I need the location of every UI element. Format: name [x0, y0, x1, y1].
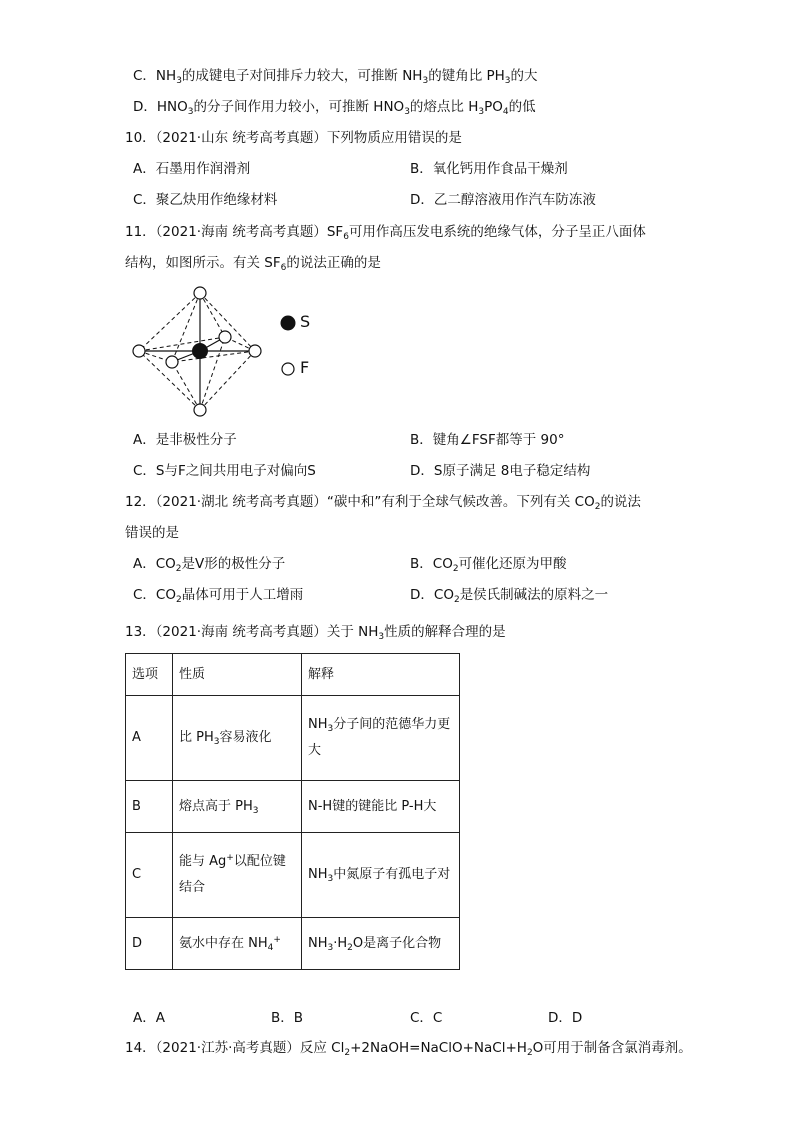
q13-answer-b: B．B: [271, 1010, 304, 1026]
q10-option-d: D．乙二醇溶液用作汽车防冻液: [410, 192, 596, 208]
row-option: C: [126, 833, 173, 918]
header-property: 性质: [173, 654, 302, 696]
f-atom: [166, 356, 178, 368]
row-explanation: $NH_3$分子间的范德华力更大: [302, 696, 460, 781]
legend-s-label: S: [300, 312, 311, 331]
q10-stem: 10．（2021·山东 统考高考真题）下列物质应用错误的是: [125, 130, 462, 146]
table-row: [126, 833, 460, 918]
q13-answer-a: A．A: [133, 1010, 165, 1026]
row-explanation: N-H键的键能比 P-H大: [302, 781, 460, 833]
legend-s-marker: [279, 314, 299, 334]
table-header-row: [126, 654, 460, 696]
q12-option-a: A．$CO_2$是V形的极性分子: [133, 556, 286, 574]
q13-answer-d: D．D: [548, 1010, 583, 1026]
q10-option-c: C．聚乙炔用作绝缘材料: [133, 192, 278, 208]
row-option: B: [126, 781, 173, 833]
q11-option-d: D．S原子满足 8电子稳定结构: [410, 463, 591, 479]
q13-table: [125, 653, 460, 970]
f-atom: [194, 287, 206, 299]
s-atom: [192, 343, 208, 359]
q12-option-d: D．$CO_2$是侯氏制碱法的原料之一: [410, 587, 609, 605]
q13-answer-c: C．C: [410, 1010, 443, 1026]
q13-stem: 13．（2021·海南 统考高考真题）关于 $NH_3$性质的解释合理的是: [125, 624, 506, 642]
header-option: 选项: [126, 654, 173, 696]
q11-option-b: B．键角∠FSF都等于 90°: [410, 432, 565, 448]
table-row: [126, 696, 460, 781]
q11-option-c: C．S与F之间共用电子对偏向S: [133, 463, 316, 479]
q12-stem-line2: 错误的是: [125, 525, 179, 541]
q9-option-c: C．$NH_3$的成键电子对间排斥力较大，可推断 $NH_3$的键角比 $PH_3$的大: [133, 68, 538, 86]
row-property: 氨水中存在 $NH_4^+$: [173, 918, 302, 970]
f-atom: [219, 331, 231, 343]
q11-option-a: A．是非极性分子: [133, 432, 237, 448]
q11-stem-line1: 11．（2021·海南 统考高考真题）$SF_6$可用作高压发电系统的绝缘气体，分子呈正八面体: [125, 224, 646, 242]
q10-option-a: A．石墨用作润滑剂: [133, 161, 251, 177]
row-property: 熔点高于 $PH_3$: [173, 781, 302, 833]
f-atom: [249, 345, 261, 357]
f-atom: [133, 345, 145, 357]
q14-stem: 14．（2021·江苏·高考真题）反应 $Cl_2+2NaOH=NaClO+NaCl+H_2O$可用于制备含氯消毒剂。: [125, 1040, 692, 1058]
q11-stem-line2: 结构，如图所示。有关 $SF_6$的说法正确的是: [125, 255, 381, 273]
table-row: [126, 918, 460, 970]
q12-option-c: C．$CO_2$晶体可用于人工增雨: [133, 587, 304, 605]
row-property: 比 $PH_3$容易液化: [173, 696, 302, 781]
table-row: [126, 781, 460, 833]
row-explanation: $NH_3$中氮原子有孤电子对: [302, 833, 460, 918]
legend-f-label: F: [300, 358, 310, 377]
header-explanation: 解释: [302, 654, 460, 696]
f-atom: [194, 404, 206, 416]
row-option: A: [126, 696, 173, 781]
q9-option-d: D．$HNO_3$的分子间作用力较小，可推断 $HNO_3$的熔点比 $H_3PO_4$的低: [133, 99, 536, 117]
row-property: 能与 Ag+以配位键结合: [173, 833, 302, 918]
q10-option-b: B．氧化钙用作食品干燥剂: [410, 161, 568, 177]
q12-stem-line1: 12．（2021·湖北 统考高考真题）“碳中和”有利于全球气候改善。下列有关 $CO_2$的说法: [125, 494, 641, 512]
row-explanation: $NH_3\cdot H_2O$是离子化合物: [302, 918, 460, 970]
row-option: D: [126, 918, 173, 970]
q12-option-b: B．$CO_2$可催化还原为甲酸: [410, 556, 567, 574]
sf6-octahedron-diagram: [125, 283, 325, 423]
legend-f-marker: [280, 361, 296, 377]
